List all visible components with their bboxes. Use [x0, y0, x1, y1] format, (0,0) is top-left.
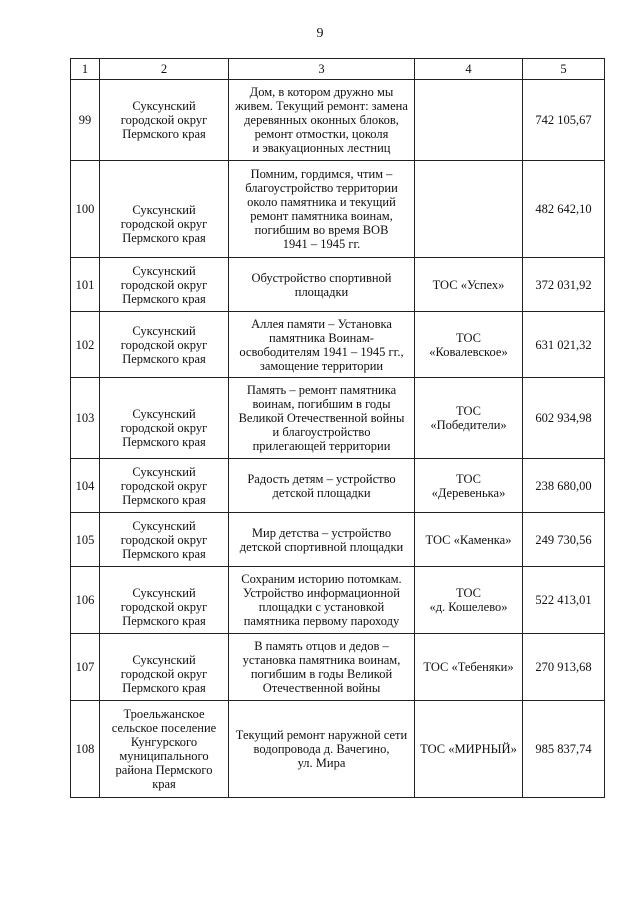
row-entity: Троельжанское сельское поселение Кунгурского муниципального района Пермского края: [100, 701, 229, 798]
row-amount: 522 413,01: [523, 567, 605, 634]
header-cell-1: 1: [71, 59, 100, 80]
row-tos: ТОС «Ковалевское»: [415, 312, 523, 378]
row-tos: [415, 80, 523, 161]
table-row: [71, 161, 605, 258]
row-amount: 238 680,00: [523, 459, 605, 513]
row-entity: Суксунский городской округ Пермского края: [100, 378, 229, 459]
row-project: Дом, в котором дружно мы живем. Текущий ремонт: замена деревянных оконных блоков, ремонт отмостки, цоколя и эвакуационных лестниц: [229, 80, 415, 161]
row-tos: [415, 161, 523, 258]
header-cell-5: 5: [523, 59, 605, 80]
row-project: Память – ремонт памятника воинам, погибшим в годы Великой Отечественной войны и благоустройство прилегающей территории: [229, 378, 415, 459]
row-project: В память отцов и дедов – установка памятника воинам, погибшим в годы Великой Отечественной войны: [229, 634, 415, 701]
row-amount: 602 934,98: [523, 378, 605, 459]
row-number: 101: [71, 258, 100, 312]
page-number: 9: [316, 26, 324, 41]
row-tos: ТОС «Каменка»: [415, 513, 523, 567]
table-row: [71, 513, 605, 567]
row-project: Мир детства – устройство детской спортивной площадки: [229, 513, 415, 567]
row-project: Аллея памяти – Установка памятника Воинам- освободителям 1941 – 1945 гг., замощение территории: [229, 312, 415, 378]
row-entity: Суксунский городской округ Пермского края: [100, 567, 229, 634]
row-amount: 742 105,67: [523, 80, 605, 161]
row-project: Текущий ремонт наружной сети водопровода д. Вачегино, ул. Мира: [229, 701, 415, 798]
row-tos: ТОС «Деревенька»: [415, 459, 523, 513]
row-number: 99: [71, 80, 100, 161]
table-row: [71, 459, 605, 513]
row-amount: 985 837,74: [523, 701, 605, 798]
table-row: [71, 567, 605, 634]
row-entity: Суксунский городской округ Пермского края: [100, 258, 229, 312]
row-entity: Суксунский городской округ Пермского края: [100, 312, 229, 378]
header-cell-3: 3: [229, 59, 415, 80]
table-row: [71, 701, 605, 798]
row-amount: 270 913,68: [523, 634, 605, 701]
row-project: Радость детям – устройство детской площадки: [229, 459, 415, 513]
table-row: [71, 312, 605, 378]
row-tos: ТОС «Тебеняки»: [415, 634, 523, 701]
projects-table: [70, 58, 605, 798]
row-amount: 631 021,32: [523, 312, 605, 378]
table-row: [71, 80, 605, 161]
row-project: Обустройство спортивной площадки: [229, 258, 415, 312]
row-number: 107: [71, 634, 100, 701]
header-cell-2: 2: [100, 59, 229, 80]
row-number: 102: [71, 312, 100, 378]
row-project: Помним, гордимся, чтим – благоустройство территории около памятника и текущий ремонт памятника воинам, погибшим во время ВОВ 1941 – 1945 гг.: [229, 161, 415, 258]
row-number: 108: [71, 701, 100, 798]
table-row: [71, 634, 605, 701]
row-number: 104: [71, 459, 100, 513]
row-tos: ТОС «МИРНЫЙ»: [415, 701, 523, 798]
table-row: [71, 258, 605, 312]
row-number: 103: [71, 378, 100, 459]
row-number: 106: [71, 567, 100, 634]
row-tos: ТОС «Успех»: [415, 258, 523, 312]
header-cell-4: 4: [415, 59, 523, 80]
row-amount: 372 031,92: [523, 258, 605, 312]
row-amount: 249 730,56: [523, 513, 605, 567]
table-header-row: [71, 59, 605, 80]
row-entity: Суксунский городской округ Пермского края: [100, 513, 229, 567]
row-entity: Суксунский городской округ Пермского края: [100, 161, 229, 258]
row-number: 100: [71, 161, 100, 258]
row-project: Сохраним историю потомкам. Устройство информационной площадки с установкой памятника первому пароходу: [229, 567, 415, 634]
table-row: [71, 378, 605, 459]
row-entity: Суксунский городской округ Пермского края: [100, 634, 229, 701]
row-tos: ТОС «д. Кошелево»: [415, 567, 523, 634]
row-tos: ТОС «Победители»: [415, 378, 523, 459]
row-number: 105: [71, 513, 100, 567]
row-entity: Суксунский городской округ Пермского края: [100, 80, 229, 161]
row-entity: Суксунский городской округ Пермского края: [100, 459, 229, 513]
row-amount: 482 642,10: [523, 161, 605, 258]
